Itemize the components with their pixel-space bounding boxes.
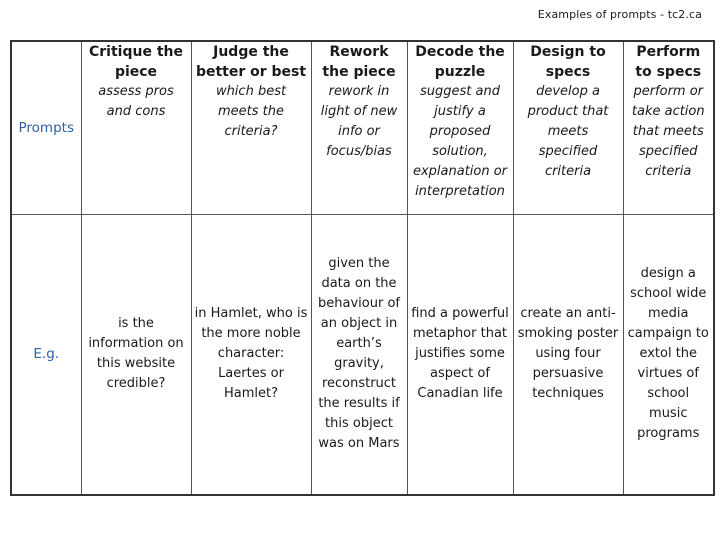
prompt-description: which best meets the criteria? [215, 84, 287, 139]
prompt-title: Critique the piece [89, 44, 183, 80]
examples-row-label: E.g. [11, 214, 81, 495]
prompt-description: rework in light of new info or focus/bias [320, 84, 398, 159]
example-text: find a powerful metaphor that justifies some aspect of Canadian life [411, 306, 509, 402]
prompt-cell-design [513, 41, 623, 214]
prompt-title: Design to specs [530, 44, 606, 80]
prompt-title: Decode the puzzle [415, 44, 505, 80]
prompt-title: Perform to specs [635, 44, 702, 80]
example-text: is the information on this website credible? [88, 316, 184, 392]
prompt-description: assess pros and cons [98, 84, 174, 119]
prompt-title: Judge the better or best [195, 44, 307, 80]
example-cell-decode [407, 214, 513, 495]
prompt-description: perform or take action that meets specified criteria [631, 84, 705, 179]
prompts-row [11, 41, 714, 214]
prompt-cell-perform [623, 41, 714, 214]
example-cell-judge [191, 214, 311, 495]
example-text: given the data on the behaviour of an object in earth’s gravity, reconstruct the results if this object was on Mars [318, 256, 400, 452]
prompt-description: develop a product that meets specified criteria [527, 84, 609, 179]
example-cell-design [513, 214, 623, 495]
example-cell-rework [311, 214, 407, 495]
prompt-description: suggest and justify a proposed solution, explanation or interpretation [412, 84, 508, 199]
examples-row [11, 214, 714, 495]
prompt-cell-critique [81, 41, 191, 214]
prompt-title: Rework the piece [322, 44, 396, 80]
example-text: in Hamlet, who is the more noble character: Laertes or Hamlet? [194, 306, 308, 402]
prompts-row-label: Prompts [11, 41, 81, 214]
example-text: design a school wide media campaign to extol the virtues of school music programs [627, 266, 709, 442]
example-cell-critique [81, 214, 191, 495]
prompt-cell-judge [191, 41, 311, 214]
prompt-cell-decode [407, 41, 513, 214]
example-cell-perform [623, 214, 714, 495]
source-caption: Examples of prompts - tc2.ca [537, 8, 702, 21]
prompts-table [10, 40, 715, 496]
prompt-cell-rework [311, 41, 407, 214]
example-text: create an anti-smoking poster using four persuasive techniques [517, 306, 619, 402]
